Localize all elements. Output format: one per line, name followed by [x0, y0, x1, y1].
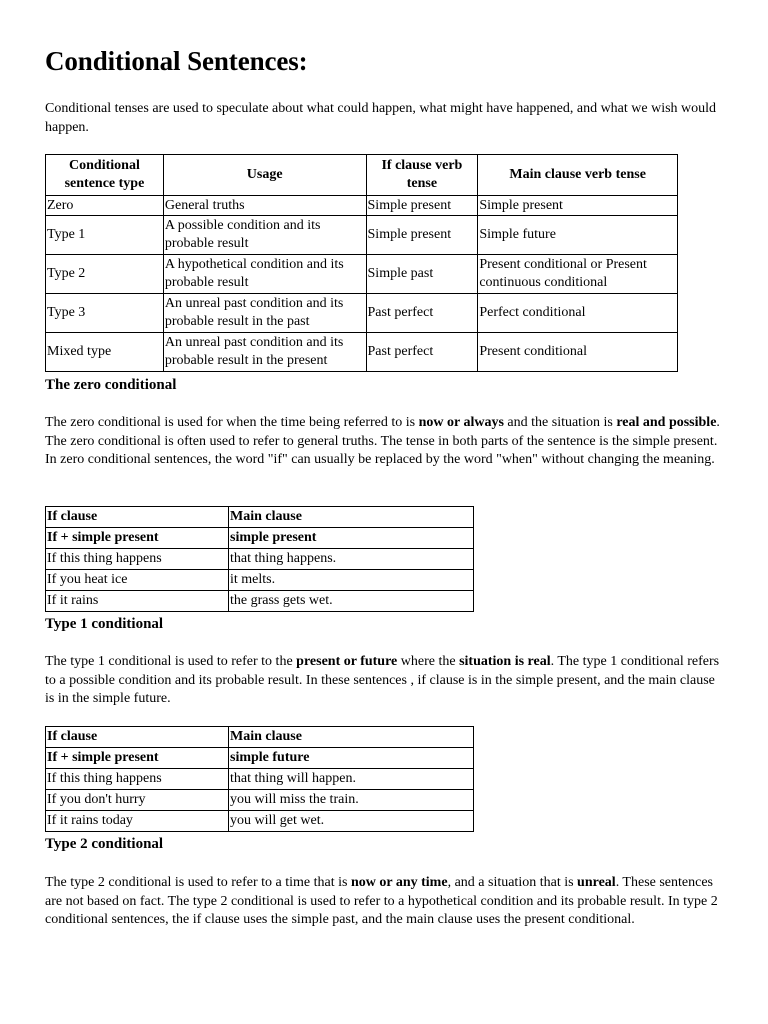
- table-row: [46, 333, 678, 372]
- table-cell: it melts.: [229, 570, 474, 591]
- table-row: [46, 196, 678, 216]
- table-cell: Present conditional or Present continuous conditional: [478, 255, 678, 294]
- table-header-row: [46, 155, 678, 196]
- table-row: [46, 769, 474, 790]
- page-title: Conditional Sentences:: [45, 46, 308, 76]
- table-row: [46, 549, 474, 570]
- table-cell: simple present: [229, 528, 474, 549]
- table-cell: If this thing happens: [46, 549, 229, 570]
- type2-paragraph: The type 2 conditional is used to refer to a time that is now or any time, and a situation that is unreal. These sentences are not based on fact. The type 2 conditional is used to refer to a hypothetical condition and its probable result. In type 2 conditional sentences, the if clause uses the simple past, and the main clause uses the present conditional.: [45, 875, 718, 927]
- table-row: [46, 811, 474, 832]
- table-cell: Simple future: [478, 216, 678, 255]
- table-cell: you will get wet.: [229, 811, 474, 832]
- table-cell: Past perfect: [366, 333, 478, 372]
- header-cell: Main clause verb tense: [478, 155, 678, 196]
- table-row: [46, 790, 474, 811]
- table-cell: Present conditional: [478, 333, 678, 372]
- table-header-row: [46, 727, 474, 748]
- table-row: [46, 591, 474, 612]
- table-cell: If it rains today: [46, 811, 229, 832]
- table-cell: that thing happens.: [229, 549, 474, 570]
- table-header-row: [46, 507, 474, 528]
- header-cell: If clause verb tense: [366, 155, 478, 196]
- table-row: [46, 570, 474, 591]
- table-cell: you will miss the train.: [229, 790, 474, 811]
- intro-paragraph: Conditional tenses are used to speculate about what could happen, what might have happened, and what we wish would happen.: [45, 101, 717, 135]
- table-cell: A hypothetical condition and its probable result: [163, 255, 366, 294]
- zero-paragraph: The zero conditional is used for when the time being referred to is now or always and the situation is real and possible. The zero conditional is often used to refer to general truths. The tense in both parts of the sentence is the simple present. In zero conditional sentences, the word "if" can usually be replaced by the word "when" without changing the meaning.: [45, 415, 720, 467]
- table-row: [46, 294, 678, 333]
- table-cell: Past perfect: [366, 294, 478, 333]
- table-cell: that thing will happen.: [229, 769, 474, 790]
- type1-paragraph: The type 1 conditional is used to refer to the present or future where the situation is real. The type 1 conditional refers to a possible condition and its probable result. In these sentences , if clause is in the simple present, and the main clause is in the simple future.: [45, 654, 720, 706]
- table-cell: Mixed type: [46, 333, 164, 372]
- header-cell: If clause: [46, 507, 229, 528]
- table-cell: If it rains: [46, 591, 229, 612]
- section-heading-type1: Type 1 conditional: [45, 616, 164, 632]
- table-cell: Simple past: [366, 255, 478, 294]
- table-cell: simple future: [229, 748, 474, 769]
- section-heading-zero: The zero conditional: [45, 377, 177, 393]
- section-heading-type2: Type 2 conditional: [45, 836, 164, 852]
- table-cell: If + simple present: [46, 528, 229, 549]
- table-cell: Perfect conditional: [478, 294, 678, 333]
- zero-conditional-table: [45, 506, 474, 612]
- table-cell: Type 3: [46, 294, 164, 333]
- table-row: [46, 255, 678, 294]
- table-cell: General truths: [163, 196, 366, 216]
- table-cell: Simple present: [366, 216, 478, 255]
- header-cell: Conditional sentence type: [46, 155, 164, 196]
- table-cell: the grass gets wet.: [229, 591, 474, 612]
- formula-row: [46, 528, 474, 549]
- header-cell: Main clause: [229, 727, 474, 748]
- table-cell: If you don't hurry: [46, 790, 229, 811]
- table-cell: A possible condition and its probable result: [163, 216, 366, 255]
- table-cell: If you heat ice: [46, 570, 229, 591]
- type1-conditional-table: [45, 726, 474, 832]
- table-cell: Zero: [46, 196, 164, 216]
- table-cell: If + simple present: [46, 748, 229, 769]
- table-cell: Simple present: [478, 196, 678, 216]
- header-cell: Main clause: [229, 507, 474, 528]
- table-cell: If this thing happens: [46, 769, 229, 790]
- table-cell: An unreal past condition and its probable result in the present: [163, 333, 366, 372]
- table-row: [46, 216, 678, 255]
- header-cell: Usage: [163, 155, 366, 196]
- conditional-types-table: [45, 154, 678, 372]
- header-cell: If clause: [46, 727, 229, 748]
- formula-row: [46, 748, 474, 769]
- table-cell: Type 2: [46, 255, 164, 294]
- table-cell: An unreal past condition and its probable result in the past: [163, 294, 366, 333]
- table-cell: Simple present: [366, 196, 478, 216]
- table-cell: Type 1: [46, 216, 164, 255]
